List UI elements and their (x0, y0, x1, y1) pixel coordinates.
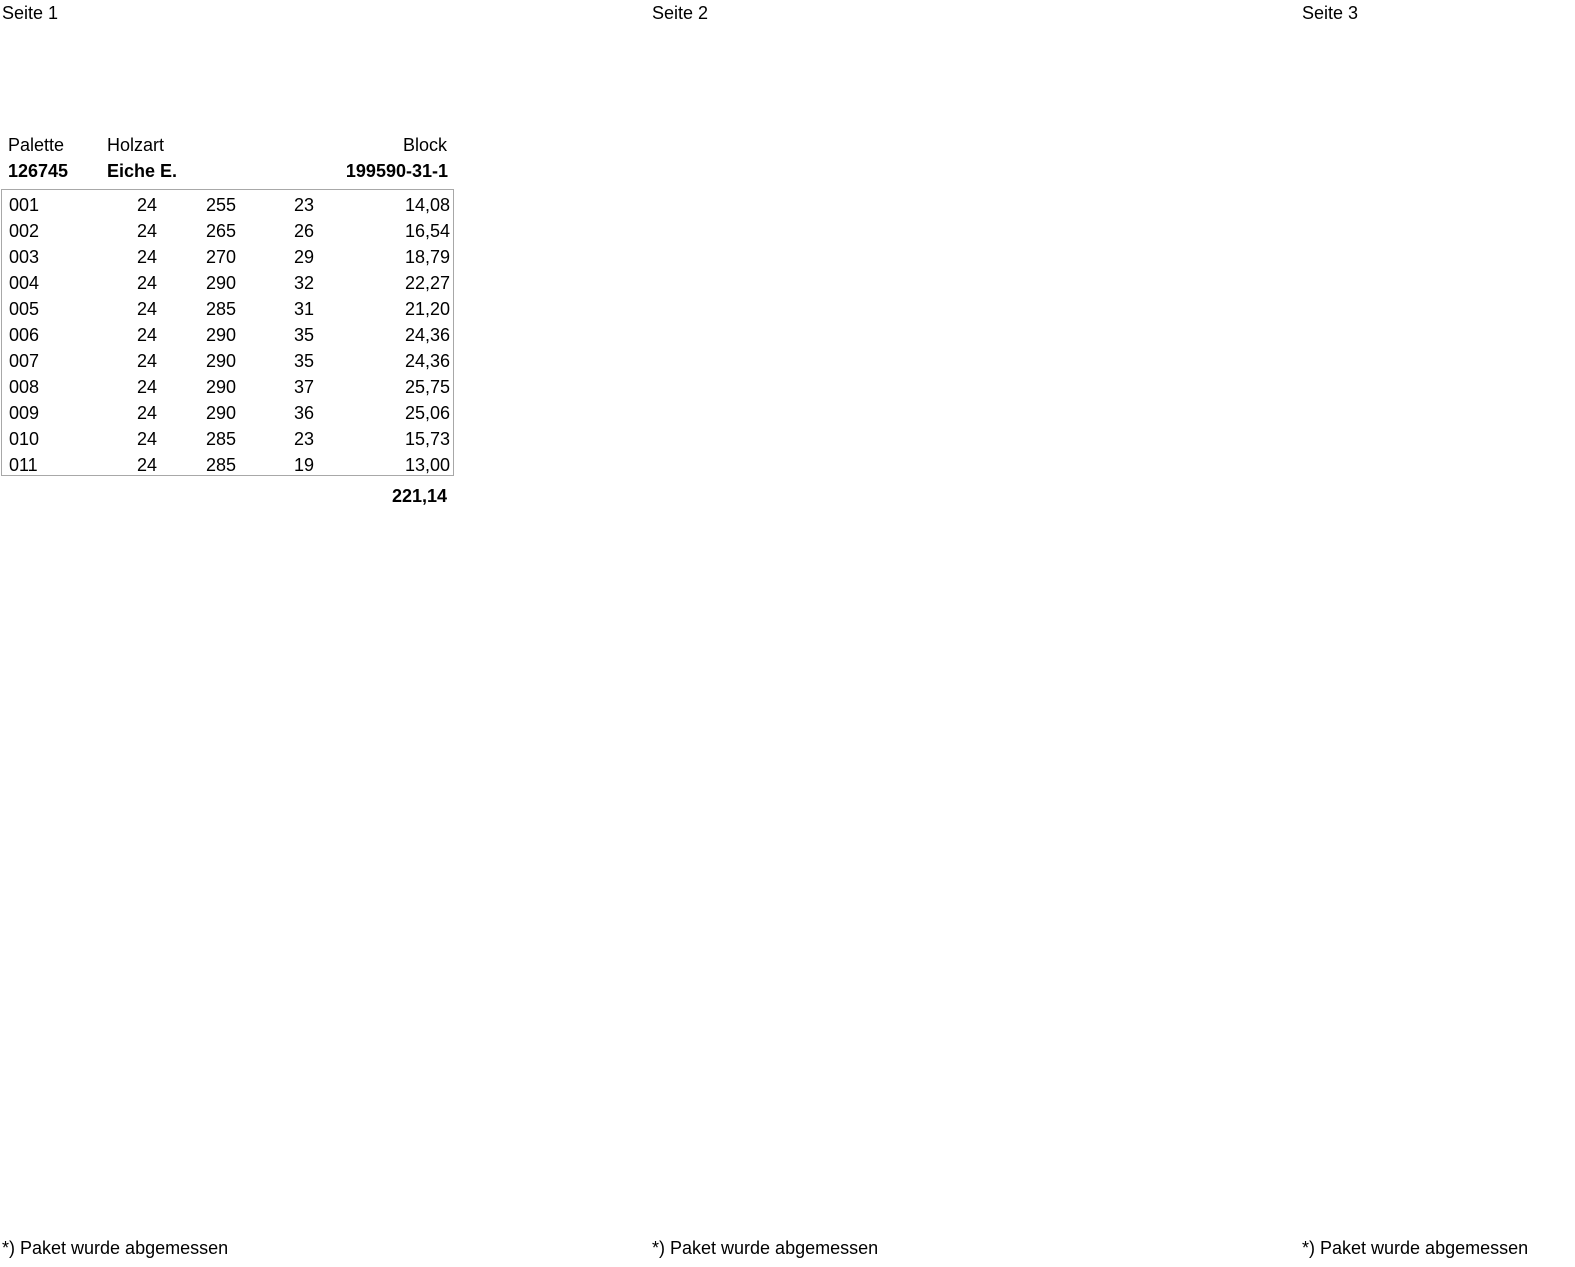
width-cell: 32 (293, 273, 314, 293)
table-row (2, 425, 455, 451)
width-cell: 23 (293, 429, 314, 449)
width-cell: 35 (293, 325, 314, 345)
width-cell: 19 (293, 455, 314, 475)
page-label-3: Seite 3 (1302, 3, 1359, 23)
volume-cell: 14,08 (404, 195, 450, 215)
length-cell: 290 (205, 403, 236, 423)
row-number: 006 (9, 325, 40, 345)
thickness-cell: 24 (136, 351, 157, 371)
block-label: Block (402, 135, 447, 155)
length-cell: 270 (205, 247, 236, 267)
block-value: 199590-31-1 (345, 161, 448, 181)
volume-cell: 15,73 (404, 429, 450, 449)
volume-cell: 24,36 (404, 351, 450, 371)
holzart-value: Eiche E. (107, 161, 178, 181)
row-number: 008 (9, 377, 40, 397)
row-number: 010 (9, 429, 40, 449)
volume-cell: 18,79 (404, 247, 450, 267)
length-cell: 255 (205, 195, 236, 215)
thickness-cell: 24 (136, 377, 157, 397)
width-cell: 29 (293, 247, 314, 267)
row-number: 009 (9, 403, 40, 423)
palette-value: 126745 (8, 161, 69, 181)
footer-note-1: *) Paket wurde abgemessen (2, 1238, 229, 1258)
width-cell: 26 (293, 221, 314, 241)
thickness-cell: 24 (136, 299, 157, 319)
width-cell: 37 (293, 377, 314, 397)
width-cell: 31 (293, 299, 314, 319)
volume-cell: 21,20 (404, 299, 450, 319)
length-cell: 285 (205, 299, 236, 319)
volume-cell: 24,36 (404, 325, 450, 345)
length-cell: 290 (205, 377, 236, 397)
measurement-table (1, 189, 454, 476)
row-number: 011 (9, 455, 38, 475)
table-row (2, 191, 455, 217)
width-cell: 35 (293, 351, 314, 371)
page-label-2: Seite 2 (652, 3, 709, 23)
length-cell: 265 (205, 221, 236, 241)
row-number: 001 (9, 195, 40, 215)
table-row (2, 347, 455, 373)
volume-cell: 22,27 (404, 273, 450, 293)
holzart-label: Holzart (107, 135, 165, 155)
table-row (2, 243, 455, 269)
length-cell: 290 (205, 273, 236, 293)
thickness-cell: 24 (136, 325, 157, 345)
volume-cell: 25,75 (404, 377, 450, 397)
thickness-cell: 24 (136, 455, 157, 475)
length-cell: 285 (205, 455, 236, 475)
width-cell: 36 (293, 403, 314, 423)
row-number: 002 (9, 221, 40, 241)
palette-label: Palette (8, 135, 65, 155)
table-row (2, 451, 455, 477)
thickness-cell: 24 (136, 429, 157, 449)
width-cell: 23 (293, 195, 314, 215)
row-number: 007 (9, 351, 40, 371)
table-row (2, 321, 455, 347)
length-cell: 290 (205, 351, 236, 371)
volume-total: 221,14 (391, 486, 447, 506)
table-row (2, 399, 455, 425)
thickness-cell: 24 (136, 221, 157, 241)
footer-note-2: *) Paket wurde abgemessen (652, 1238, 879, 1258)
footer-note-3: *) Paket wurde abgemessen (1302, 1238, 1529, 1258)
length-cell: 285 (205, 429, 236, 449)
row-number: 004 (9, 273, 40, 293)
thickness-cell: 24 (136, 403, 157, 423)
length-cell: 290 (205, 325, 236, 345)
table-row (2, 373, 455, 399)
row-number: 003 (9, 247, 40, 267)
volume-cell: 13,00 (404, 455, 450, 475)
thickness-cell: 24 (136, 247, 157, 267)
thickness-cell: 24 (136, 273, 157, 293)
table-row (2, 295, 455, 321)
volume-cell: 25,06 (404, 403, 450, 423)
thickness-cell: 24 (136, 195, 157, 215)
page-label-1: Seite 1 (2, 3, 59, 23)
table-row (2, 269, 455, 295)
row-number: 005 (9, 299, 40, 319)
table-row (2, 217, 455, 243)
volume-cell: 16,54 (404, 221, 450, 241)
